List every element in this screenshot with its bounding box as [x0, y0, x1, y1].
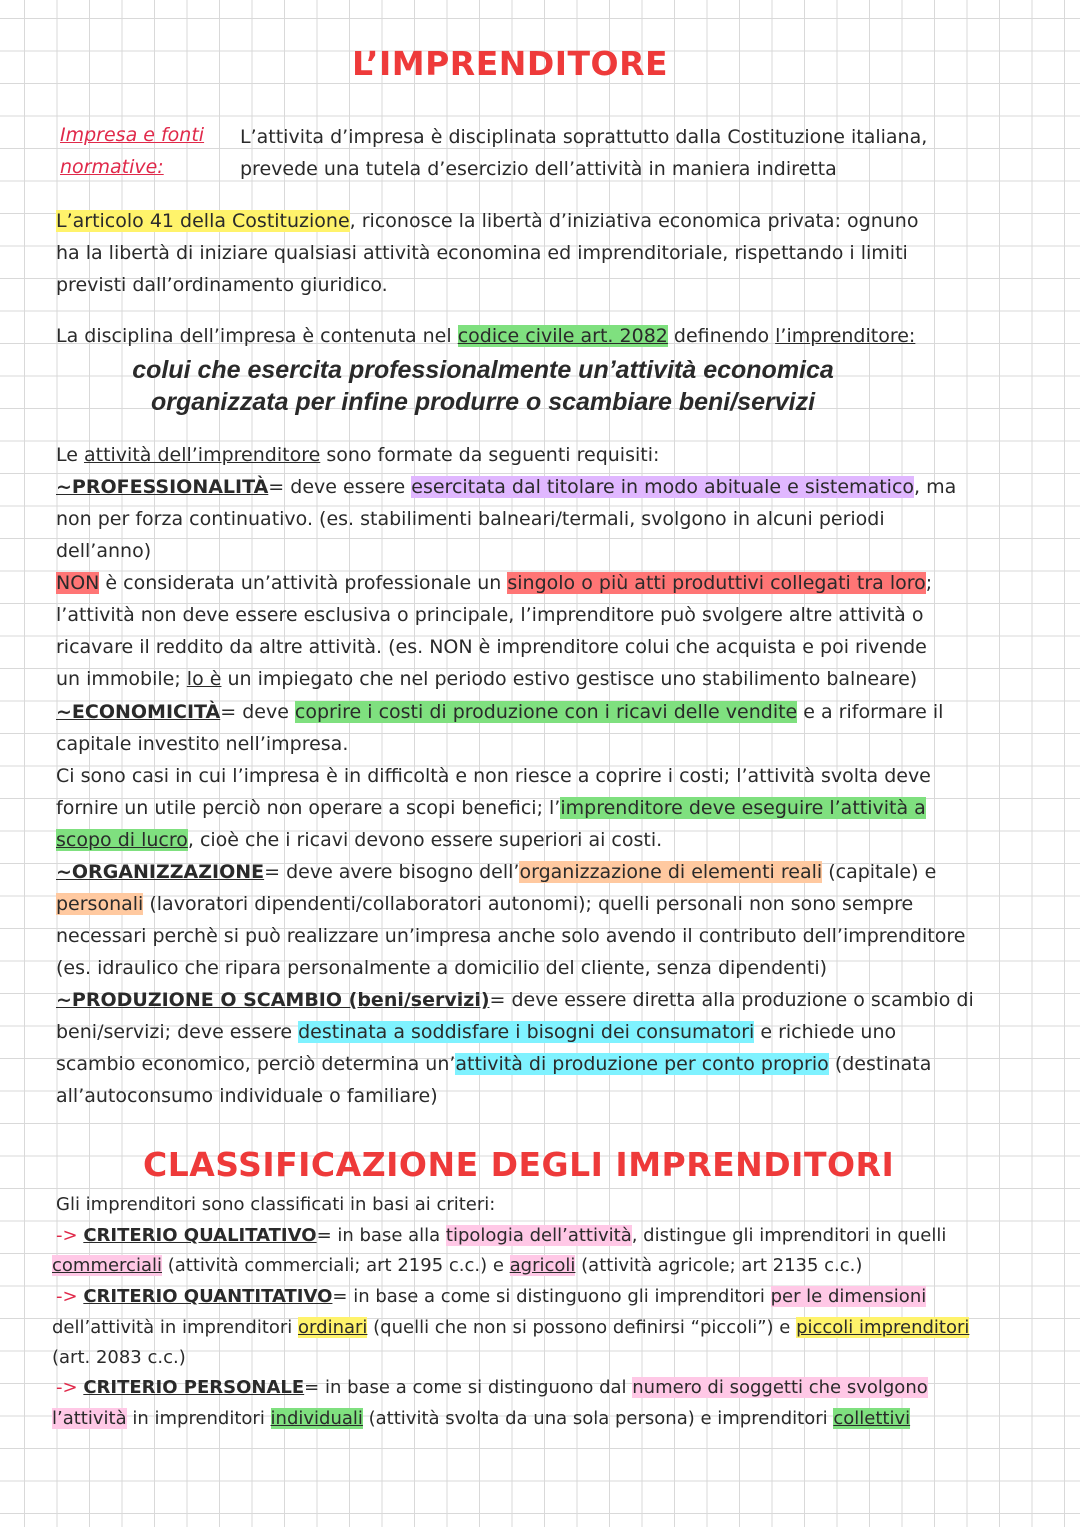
agricoli-highlight: agricoli — [509, 1255, 576, 1276]
prof-line2: non per forza continuativo. (es. stabilimenti balneari/termali, svolgono in alcuni periodi — [56, 508, 885, 530]
prof-post: , ma — [914, 476, 957, 498]
prof-eq: = deve essere — [268, 476, 412, 498]
side-label-line1: Impresa e fonti — [60, 124, 205, 146]
prof-line6: ricavare il reddito da altre attività. (es. NON è imprenditore colui che acquista e poi rivende — [56, 636, 927, 658]
org-eq: = deve avere bisogno dell’ — [264, 861, 520, 883]
qual-label: CRITERIO QUALITATIVO — [83, 1225, 317, 1246]
definition-line2: organizzata per infine produrre o scambiare beni/servizi — [150, 388, 816, 416]
prod-label: ~PRODUZIONE O SCAMBIO (beni/servizi) — [56, 989, 490, 1011]
quant-l2-a: dell’attività in imprenditori — [52, 1317, 299, 1338]
prod-l2-highlight: destinata a soddisfare i bisogni dei consumatori — [298, 1021, 755, 1043]
commerciali-highlight: commerciali — [52, 1255, 162, 1276]
econ-line5 — [56, 831, 662, 850]
org-line2 — [56, 895, 913, 914]
econ-line3: Ci sono casi in cui l’impresa è in difficoltà e non riesce a coprire i costi; l’attività svolta deve — [56, 765, 931, 787]
prof-line7 — [56, 670, 917, 689]
qual-l2-b: (attività commerciali; art 2195 c.c.) e — [162, 1255, 510, 1276]
prof-label: ~PROFESSIONALITÀ — [56, 476, 269, 498]
requisiti-post: sono formate da seguenti requisiti: — [320, 444, 660, 466]
prof-l4-end: ; — [925, 572, 933, 594]
intro-line2: prevede una tutela d’esercizio dell’attività in maniera indiretta — [240, 158, 837, 180]
prod-line1 — [56, 991, 974, 1010]
prod-l2-a: beni/servizi; deve essere — [56, 1021, 299, 1043]
requisiti-line — [56, 446, 659, 465]
art41-highlight: L’articolo 41 della Costituzione — [56, 210, 350, 232]
prof-highlight: esercitata dal titolare in modo abituale e sistematico — [411, 476, 915, 498]
arrow-pers: -> — [56, 1377, 84, 1398]
disciplina-mid: definendo — [667, 325, 776, 347]
qual-post: , distingue gli imprenditori in quelli — [631, 1225, 947, 1246]
econ-line1 — [56, 703, 943, 722]
pers-l2-b: in imprenditori — [126, 1408, 271, 1429]
arrow-quant: -> — [56, 1286, 84, 1307]
art41-line2: ha la libertà di iniziare qualsiasi attività economina ed imprenditoriale, rispettando i limiti — [56, 242, 908, 264]
org-post: (capitale) e — [822, 861, 937, 883]
econ-line2: capitale investito nell’impresa. — [56, 733, 349, 755]
requisiti-underlined: attività dell’imprenditore — [83, 444, 321, 466]
quant-highlight: per le dimensioni — [770, 1286, 927, 1307]
class-quant-line2 — [52, 1319, 969, 1337]
prof-line3: dell’anno) — [56, 540, 152, 562]
class-pers-line1 — [56, 1379, 928, 1397]
prod-line2 — [56, 1023, 896, 1042]
intro-line1: L’attivita d’impresa è disciplinata soprattutto dalla Costituzione italiana, — [240, 126, 928, 148]
pers-highlight: numero di soggetti che svolgono — [632, 1377, 928, 1398]
pers-l2-highlight: l’attività — [52, 1408, 127, 1429]
class-pers-line2 — [52, 1410, 910, 1428]
econ-post: e a riformare il — [797, 701, 944, 723]
side-label-line2: normative: — [60, 156, 164, 178]
definition-line1: colui che esercita professionalmente un’attività economica — [132, 356, 834, 384]
prof-l7-a: un immobile; — [56, 668, 187, 690]
econ-eq: = deve — [220, 701, 295, 723]
class-quant-line1 — [56, 1288, 926, 1306]
org-label: ~ORGANIZZAZIONE — [56, 861, 265, 883]
disciplina-pre: La disciplina dell’impresa è contenuta nel — [56, 325, 458, 347]
pers-eq: = in base a come si distinguono dal — [304, 1377, 633, 1398]
quant-label: CRITERIO QUANTITATIVO — [83, 1286, 333, 1307]
requisiti-pre: Le — [56, 444, 84, 466]
prof-l7-c: un impiegato che nel periodo estivo gestisce uno stabilimento balneare) — [221, 668, 918, 690]
prod-l3-highlight: attività di produzione per conto proprio — [455, 1053, 829, 1075]
prod-eq: = deve essere diretta alla produzione o scambio di — [489, 989, 974, 1011]
qual-highlight: tipologia dell’attività — [445, 1225, 632, 1246]
prod-line4: all’autoconsumo individuale o familiare) — [56, 1085, 438, 1107]
prof-line1 — [56, 478, 956, 497]
prof-l7-underlined: lo è — [186, 668, 222, 690]
art41-rest: , riconosce la libertà d’iniziativa economica privata: ognuno — [349, 210, 919, 232]
prod-line3 — [56, 1055, 931, 1074]
prod-l3-b: (destinata — [828, 1053, 932, 1075]
econ-label: ~ECONOMICITÀ — [56, 701, 221, 723]
piccoli-imprenditori-highlight: piccoli imprenditori — [796, 1317, 970, 1338]
class-quant-line3: (art. 2083 c.c.) — [52, 1347, 186, 1368]
art41-line3: previsti dall’ordinamento giuridico. — [56, 274, 388, 296]
disciplina-end: l’imprenditore: — [775, 325, 916, 347]
econ-l4-highlight: imprenditore deve eseguire l’attività a — [560, 797, 926, 819]
collettivi-highlight: collettivi — [833, 1408, 911, 1429]
pers-label: CRITERIO PERSONALE — [83, 1377, 305, 1398]
quant-l2-c: (quelli che non si possono definirsi “piccoli”) e — [367, 1317, 797, 1338]
prof-l4-mid: è considerata un’attività professionale un — [99, 572, 508, 594]
org-l2-b: (lavoratori dipendenti/collaboratori autonomi); quelli personali non sono sempre — [143, 893, 914, 915]
org-line1 — [56, 863, 936, 882]
class-qual-line1 — [56, 1227, 946, 1245]
class-qual-line2 — [52, 1257, 862, 1275]
arrow-qual: -> — [56, 1225, 84, 1246]
pers-l2-d: (attività svolta da una sola persona) e imprenditori — [362, 1408, 834, 1429]
class-intro: Gli imprenditori sono classificati in basi ai criteri: — [56, 1194, 496, 1215]
prof-l4-highlight: singolo o più atti produttivi collegati tra loro — [507, 572, 926, 594]
ordinari-highlight: ordinari — [298, 1317, 368, 1338]
quant-eq: = in base a come si distinguono gli imprenditori — [332, 1286, 771, 1307]
codice-civile-highlight: codice civile art. 2082 — [457, 325, 668, 347]
org-line3: necessari perchè si può realizzare un’impresa anche solo avendo il contributo dell’imprenditore — [56, 925, 966, 947]
org-line4: (es. idraulico che ripara personalmente a domicilio del cliente, senza dipendenti) — [56, 957, 828, 979]
org-highlight: organizzazione di elementi reali — [519, 861, 823, 883]
prod-l2-b: e richiede uno — [754, 1021, 897, 1043]
page-title: L’IMPRENDITORE — [352, 44, 669, 83]
econ-l5-b: , cioè che i ricavi devono essere superiori ai costi. — [187, 829, 663, 851]
econ-l4-a: fornire un utile perciò non operare a scopi benefici; l’ — [56, 797, 561, 819]
section-title-classificazione: CLASSIFICAZIONE DEGLI IMPRENDITORI — [143, 1145, 895, 1184]
non-highlight: NON — [56, 572, 100, 594]
art41-line1 — [56, 212, 918, 231]
prof-line5: l’attività non deve essere esclusiva o principale, l’imprenditore può svolgere altre attività o — [56, 604, 924, 626]
prof-line4 — [56, 574, 932, 593]
disciplina-line — [56, 327, 915, 346]
individuali-highlight: individuali — [270, 1408, 363, 1429]
prod-l3-a: scambio economico, perciò determina un’ — [56, 1053, 456, 1075]
econ-highlight: coprire i costi di produzione con i ricavi delle vendite — [294, 701, 798, 723]
qual-eq: = in base alla — [316, 1225, 446, 1246]
econ-line4 — [56, 799, 926, 818]
personali-highlight: personali — [56, 893, 144, 915]
qual-l2-d: (attività agricole; art 2135 c.c.) — [575, 1255, 863, 1276]
scopo-di-lucro-highlight: scopo di lucro — [56, 829, 188, 851]
